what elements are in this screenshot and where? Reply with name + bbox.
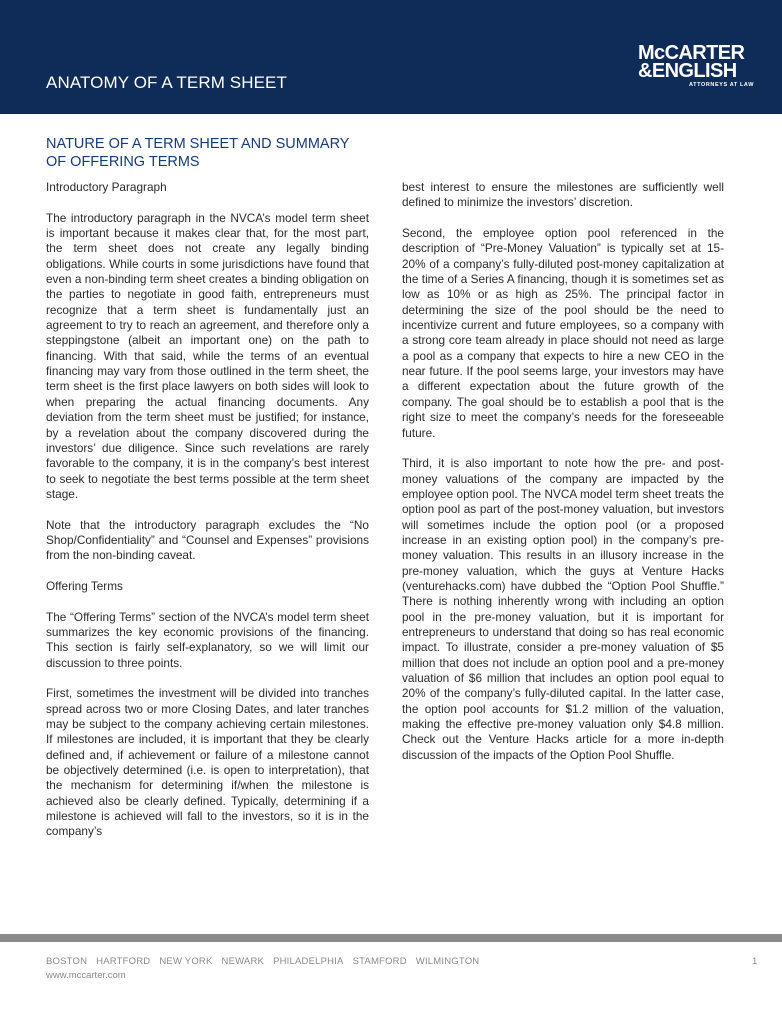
paragraph: Second, the employee option pool referenced in the description of “Pre-Money Valuation” is typically set at 15-20% of a company’s fully-diluted post-money capitalization at the time of a Series A financing, though it is sometimes set as low as 10% or as high as 25%. The principal factor in determining the size of the pool should be the need to incentivize current and future employees, so a company with a strong core team already in place should not need as large a pool as a company that expects to hire a new CEO in the near future. If the pool seems large, your investors may have a different expectation about the future growth of the company. The goal should be to establish a pool that is the right size to meet the company’s needs for the foreseeable future. <box>402 226 724 440</box>
office-city: NEW YORK <box>159 956 213 967</box>
paragraph: Note that the introductory paragraph excludes the “No Shop/Confidentiality” and “Counsel and Expenses” provisions from the non-binding caveat. <box>46 517 369 563</box>
page-header <box>0 0 782 114</box>
office-city: HARTFORD <box>96 956 151 967</box>
footer-office-list <box>46 956 479 967</box>
firm-logo <box>638 44 756 88</box>
office-city: NEWARK <box>221 956 265 967</box>
footer-website-link[interactable]: www.mccarter.com <box>46 970 126 981</box>
left-column <box>46 180 369 855</box>
logo-line-1: McCARTER <box>638 42 745 64</box>
page-number: 1 <box>752 956 758 967</box>
section-title-line-1: NATURE OF A TERM SHEET AND SUMMARY <box>46 136 350 152</box>
paragraph: The “Offering Terms” section of the NVCA’s model term sheet summarizes the key economic provisions of the financing. This section is fairly self-explanatory, so we will limit our discussion to three points. <box>46 609 369 670</box>
paragraph: The introductory paragraph in the NVCA’s model term sheet is important because it makes clear that, for the most part, the term sheet does not create any legally binding obligations. While courts in some jurisdictions have found that even a non-binding term sheet creates a binding obligation on the parties to negotiate in good faith, entrepreneurs must recognize that a term sheet is fundamentally just an agreement to try to reach an agreement, and therefore only a steppingstone (albeit an important one) on the path to financing. With that said, while the terms of an eventual financing may vary from those outlined in the term sheet, the term sheet is the first place lawyers on both sides will look to when preparing the actual financing documents. Any deviation from the term sheet must be justified; for instance, by a revelation about the company discovered during the investors’ due diligence. Since such revelations are rarely favorable to the company, it is in the company’s best interest to seek to negotiate the best terms possible at the term sheet stage. <box>46 210 369 501</box>
right-column <box>402 180 724 778</box>
office-city: STAMFORD <box>352 956 407 967</box>
paragraph: Third, it is also important to note how the pre- and post-money valuations of the company are impacted by the employee option pool. The NVCA model term sheet treats the option pool as part of the post-money valuation, but investors will sometimes include the option pool (or a proposed increase in an existing option pool) in the company’s pre-money valuation. This results in an illusory increase in the pre-money valuation, which the guys at Venture Hacks (venturehacks.com) have dubbed the “Option Pool Shuffle.” There is nothing inherently wrong with including an option pool in the pre-money valuation, but it is important for entrepreneurs to understand that doing so has real economic impact. To illustrate, consider a pre-money valuation of $5 million that does not include an option pool and a pre-money valuation of $6 million that includes an option pool equal to 20% of the company’s fully-diluted capital. In the latter case, the option pool accounts for $1.2 million of the valuation, making the effective pre-money valuation only $4.8 million. Check out the Venture Hacks article for a more in-depth discussion of the impacts of the Option Pool Shuffle. <box>402 456 724 762</box>
paragraph: best interest to ensure the milestones are sufficiently well defined to minimize the investors’ discretion. <box>402 180 724 210</box>
footer-divider <box>0 934 782 942</box>
office-city: BOSTON <box>46 956 88 967</box>
section-title-line-2: OF OFFERING TERMS <box>46 154 200 170</box>
section-title <box>46 135 406 171</box>
office-city: WILMINGTON <box>415 956 480 967</box>
document-title: ANATOMY OF A TERM SHEET <box>46 73 287 92</box>
heading-offering-terms: Offering Terms <box>46 578 123 593</box>
heading-introductory-paragraph: Introductory Paragraph <box>46 180 167 194</box>
logo-tagline: ATTORNEYS AT LAW <box>688 82 754 88</box>
office-city: PHILADELPHIA <box>273 956 344 967</box>
logo-line-2: &ENGLISH <box>638 60 737 82</box>
paragraph: First, sometimes the investment will be divided into tranches spread across two or more Closing Dates, and later tranches may be subject to the company achieving certain milestones. If milestones are included, it is important that they be clearly defined and, if achievement or failure of a milestone cannot be objectively determined (i.e. is open to interpretation), that the mechanism for determining if/when the milestone is achieved also be clearly defined. Typically, determining if a milestone is achieved will fall to the investors, so it is in the company’s <box>46 686 369 839</box>
